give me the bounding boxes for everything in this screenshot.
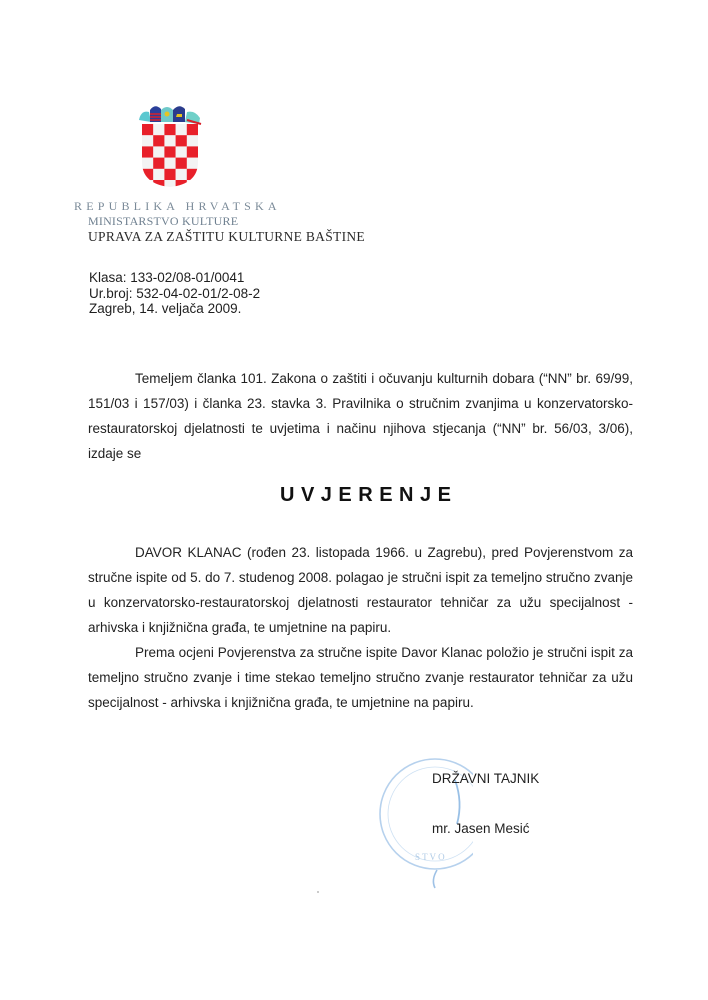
checker-square [187,158,198,169]
checker-square [176,146,187,157]
svg-text:S T V O: S T V O [415,852,445,862]
intro-paragraph [88,366,633,466]
checker-square [187,135,198,146]
checker-square [153,158,164,169]
checker-square [142,124,153,135]
document-reference [89,270,260,317]
checker-square [142,135,153,146]
checker-square [164,180,175,188]
checker-square [176,169,187,180]
coat-of-arms-icon [137,102,203,188]
checker-square [187,124,198,135]
checker-square [142,158,153,169]
klasa: Klasa: 133-02/08-01/0041 [89,270,245,285]
ministry-name: MINISTARSTVO KULTURE [88,214,239,228]
checker-square [164,135,175,146]
urbroj: Ur.broj: 532-04-02-01/2-08-2 [89,285,261,301]
checker-square [164,146,175,157]
checker-square [176,135,187,146]
checker-square [153,135,164,146]
document-title: UVJERENJE [280,484,458,506]
checker-square [142,146,153,157]
checker-square [153,169,164,180]
crown [139,106,201,124]
checker-square [176,124,187,135]
checker-square [187,169,198,180]
checker-square [153,124,164,135]
body-paragraph-2 [88,640,633,715]
signatory-name: mr. Jasen Mesić [432,821,530,836]
checker-square [153,180,164,188]
signatory-title: DRŽAVNI TAJNIK [432,771,540,786]
checker-square [187,146,198,157]
country-name: REPUBLIKA HRVATSKA [74,199,281,213]
checker-square [176,158,187,169]
checker-square [164,169,175,180]
checkerboard-shield [142,124,198,188]
body-paragraph-1 [88,540,633,640]
checker-square [142,180,153,188]
intro-text: Temeljem članka 101. Zakona o zaštiti i očuvanju kulturnih dobara (“NN” br. 69/99, 151/03 i 157/03) i članka 23. stavka 3. Pravilnika o stručnim zvanjima u konzervatorsko-restauratorskoj djelatnosti te uvjetima i načinu njihova stjecanja (“NN” br. 56/03, 3/06), izdaje se [88,371,633,461]
checker-square [142,169,153,180]
checker-square [176,180,187,188]
paragraph-2-text: Prema ocjeni Povjerenstva za stručne ispite Davor Klanac položio je stručni ispit za temeljno stručno zvanje i time stekao temeljno stručno zvanje restaurator tehničar za užu specijalnost - arhivska i knjižnična građa, te umjetnine na papiru. [88,645,633,710]
checker-square [164,158,175,169]
checker-square [187,180,198,188]
directorate-name: UPRAVA ZA ZAŠTITU KULTURNE BAŠTINE [88,229,365,244]
place-date: Zagreb, 14. veljača 2009. [89,301,242,316]
paragraph-1-text: DAVOR KLANAC (rođen 23. listopada 1966. u Zagrebu), pred Povjerenstvom za stručne ispite od 5. do 7. studenog 2008. polagao je stručni ispit za temeljno stručno zvanje u konzervatorsko-restauratorskoj djelatnosti restaurator tehničar za užu specijalnost - arhivska i knjižnična građa, te umjetnine na papiru. [88,545,633,635]
checker-square [164,124,175,135]
speck [317,891,319,893]
checker-square [153,146,164,157]
